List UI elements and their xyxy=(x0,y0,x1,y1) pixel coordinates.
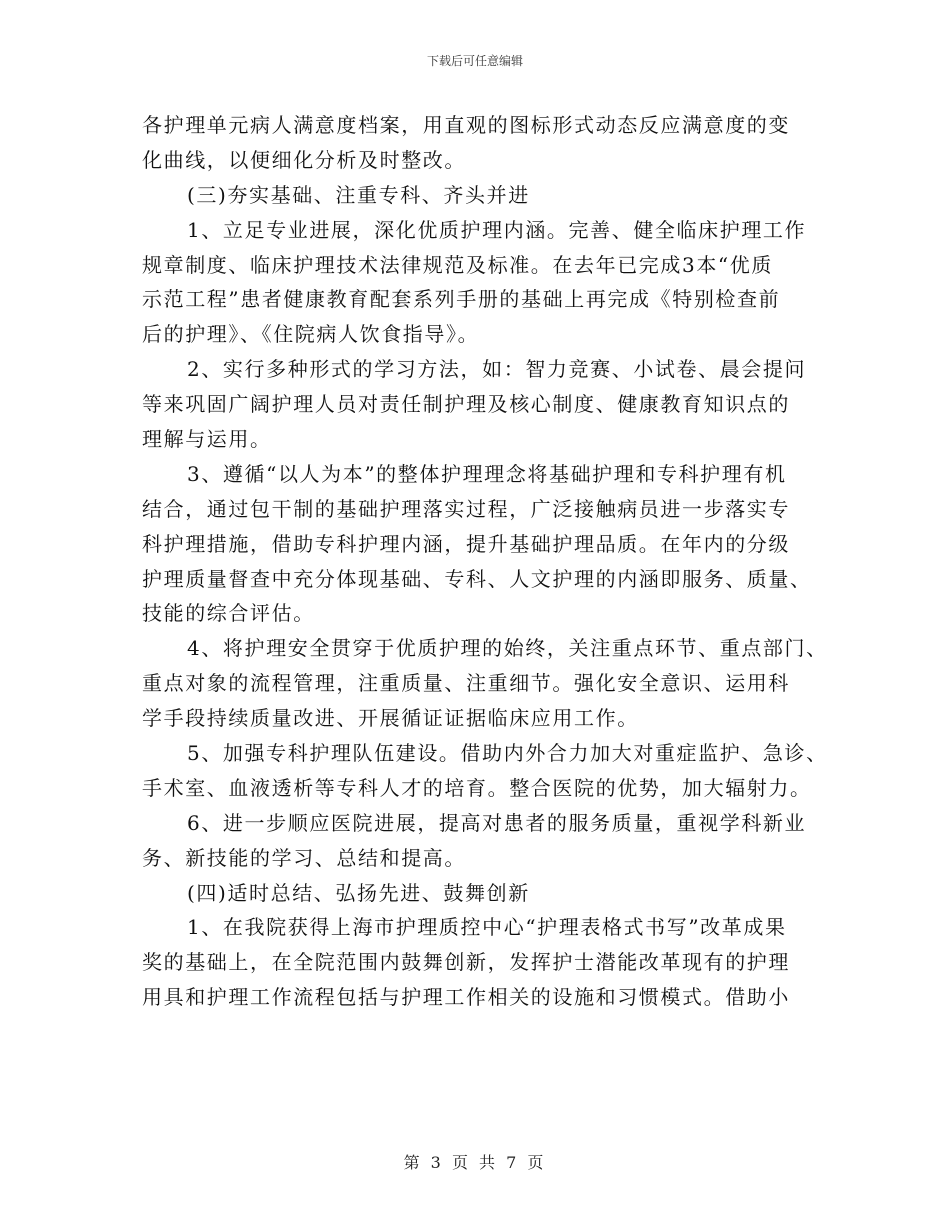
body-line-25: 奖的基础上，在全院范围内鼓舞创新，发挥护士潜能改革现有的护理 xyxy=(142,950,790,975)
body-line-9: 等来巩固广阔护理人员对责任制护理及核心制度、健康教育知识点的 xyxy=(142,392,790,417)
body-line-11: 3、遵循“以人为本”的整体护理理念将基础护理和专科护理有机 xyxy=(187,461,787,486)
body-line-5: 规章制度、临床护理技术法律规范及标准。在去年已完成3本“优质 xyxy=(142,252,773,277)
page-header: 下载后可任意编辑 xyxy=(426,54,523,68)
body-line-10: 理解与运用。 xyxy=(142,427,272,452)
body-line-16: 4、将护理安全贯穿于优质护理的始终，关注重点环节、重点部门、 xyxy=(187,636,828,661)
body-line-19: 5、加强专科护理队伍建设。借助内外合力加大对重症监护、急诊、 xyxy=(187,741,828,766)
section-heading-4: (四)适时总结、弘扬先进、鼓舞创新 xyxy=(187,880,530,905)
body-line-17: 重点对象的流程管理，注重质量、注重细节。强化安全意识、运用科 xyxy=(142,671,790,696)
body-line-26: 用具和护理工作流程包括与护理工作相关的设施和习惯模式。借助小 xyxy=(142,985,790,1010)
body-line-15: 技能的综合评估。 xyxy=(142,601,315,626)
body-line-21: 6、进一步顺应医院进展，提高对患者的服务质量，重视学科新业 xyxy=(187,810,807,835)
body-line-24: 1、在我院获得上海市护理质控中心“护理表格式书写”改革成果 xyxy=(187,915,787,940)
body-line-22: 务、新技能的学习、总结和提高。 xyxy=(142,845,466,870)
body-line-12: 结合，通过包干制的基础护理落实过程，广泛接触病员进一步落实专 xyxy=(142,496,790,521)
body-line-2: 化曲线，以便细化分析及时整改。 xyxy=(142,147,466,172)
body-line-13: 科护理措施，借助专科护理内涵，提升基础护理品质。在年内的分级 xyxy=(142,531,790,556)
body-line-7: 后的护理》、《住院病人饮食指导》。 xyxy=(142,322,480,347)
body-line-14: 护理质量督查中充分体现基础、专科、人文护理的内涵即服务、质量、 xyxy=(142,566,812,591)
page-number-footer: 第 3 页 共 7 页 xyxy=(403,1153,547,1172)
body-line-8: 2、实行多种形式的学习方法，如：智力竞赛、小试卷、晨会提问 xyxy=(187,357,807,382)
section-heading-3: (三)夯实基础、注重专科、齐头并进 xyxy=(187,182,530,207)
body-line-20: 手术室、血液透析等专科人才的培育。整合医院的优势，加大辐射力。 xyxy=(142,775,812,800)
body-line-1: 各护理单元病人满意度档案，用直观的图标形式动态反应满意度的变 xyxy=(142,113,790,137)
body-line-18: 学手段持续质量改进、开展循证证据临床应用工作。 xyxy=(142,706,639,731)
document-body xyxy=(142,108,832,1015)
body-line-4: 1、立足专业进展，深化优质护理内涵。完善、健全临床护理工作 xyxy=(187,217,807,242)
body-line-6: 示范工程”患者健康教育配套系列手册的基础上再完成《特别检查前 xyxy=(142,287,781,312)
